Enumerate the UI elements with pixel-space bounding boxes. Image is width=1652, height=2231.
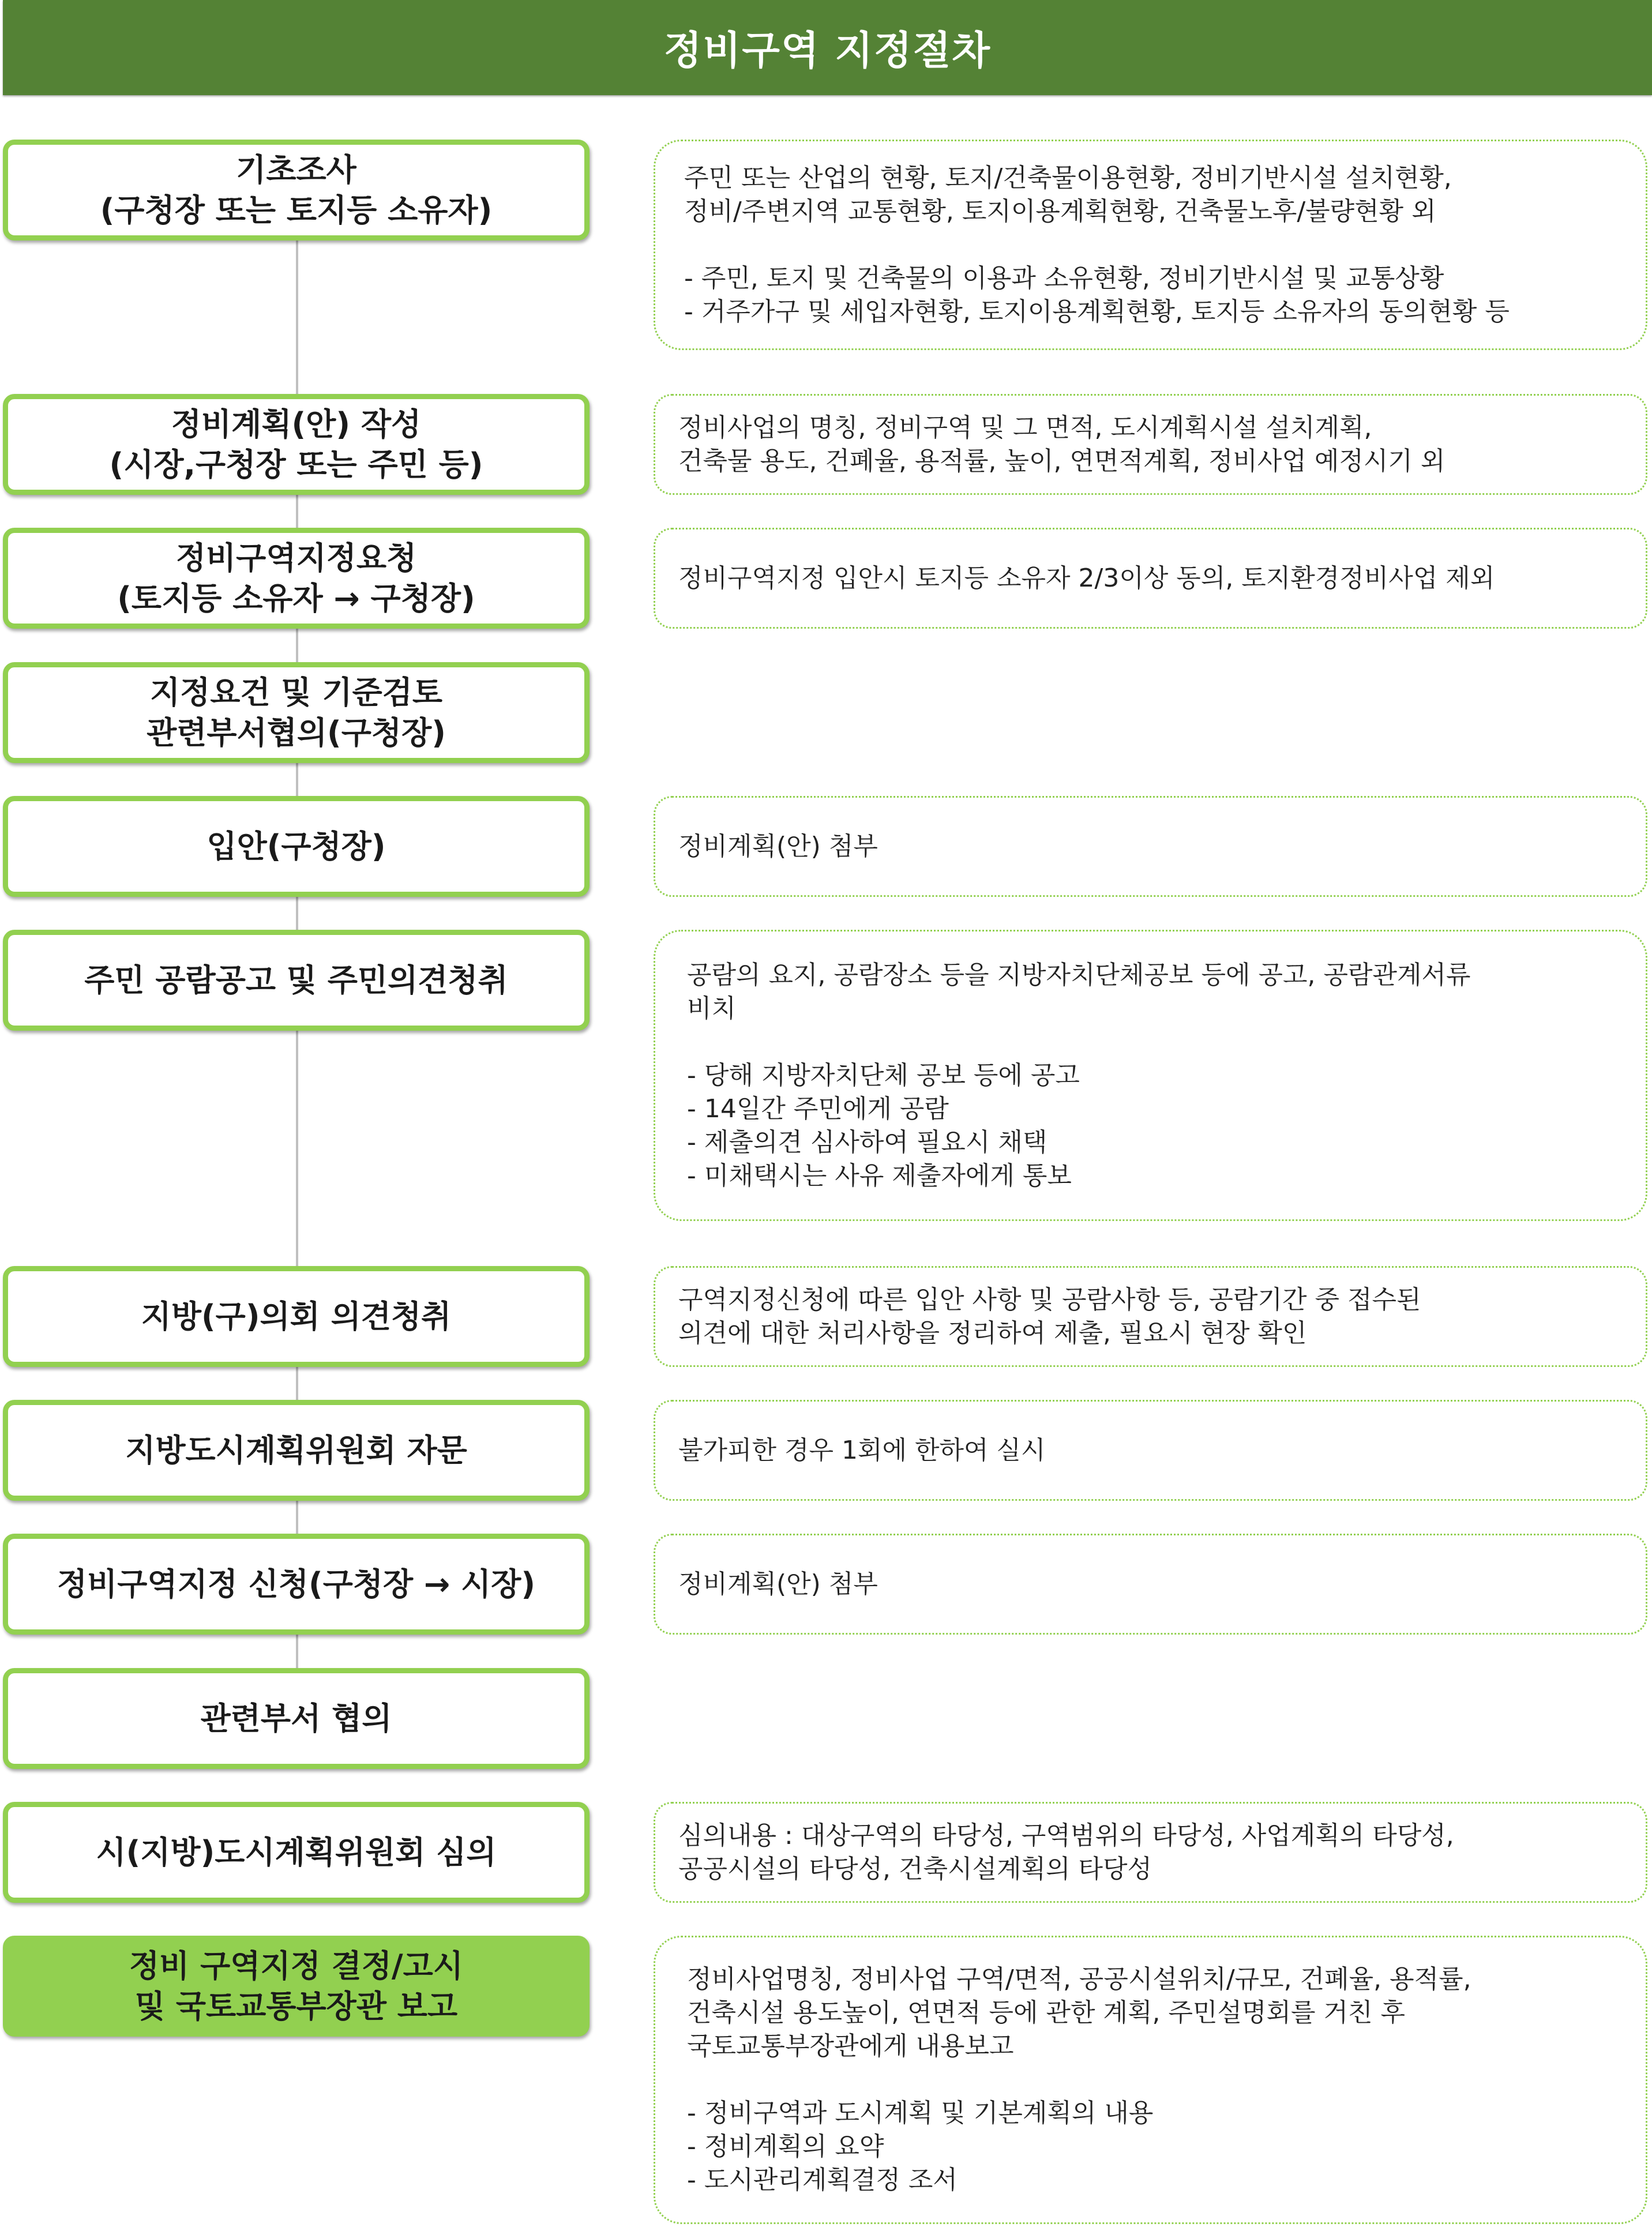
step-line: 지방(구)의회 의견청취: [141, 1298, 452, 1335]
note-line: 건축시설 용도높이, 연면적 등에 관한 계획, 주민설명회를 거친 후: [687, 1998, 1405, 2027]
note-proposal: [654, 796, 1647, 897]
note-public-notice: [654, 930, 1647, 1221]
step-line: (구청장 또는 토지등 소유자): [100, 191, 493, 228]
step-line: 정비구역지정 신청(구청장 → 시장): [57, 1565, 536, 1602]
step-basic-survey: [3, 140, 590, 241]
note-line: 주민 또는 산업의 현황, 토지/건축물이용현황, 정비기반시설 설치현황,: [684, 163, 1452, 193]
note-bullet: - 주민, 토지 및 건축물의 이용과 소유현황, 정비기반시설 및 교통상황: [684, 263, 1444, 293]
step-line: 정비구역지정요청: [175, 539, 417, 576]
step-line: 및 국토교통부장관 보고: [134, 1988, 458, 2025]
step-city-committee-review: [3, 1802, 590, 1903]
note-line: 구역지정신청에 따른 입안 사항 및 공람사항 등, 공람기간 중 접수된: [678, 1284, 1421, 1314]
step-designation-request: [3, 528, 590, 629]
note-bullet: - 당해 지방자치단체 공보 등에 공고: [687, 1060, 1080, 1090]
step-local-committee-advice: [3, 1400, 590, 1501]
header-bar: [3, 0, 1652, 95]
note-line: 정비/주변지역 교통현황, 토지이용계획현황, 건축물노후/불량현황 외: [684, 196, 1436, 226]
step-criteria-review: [3, 662, 590, 763]
note-line: 정비계획(안) 첨부: [678, 831, 878, 861]
step-line: 정비 구역지정 결정/고시: [129, 1947, 463, 1984]
step-proposal: [3, 796, 590, 897]
note-line: 정비사업명칭, 정비사업 구역/면적, 공공시설위치/규모, 건폐율, 용적률,: [687, 1965, 1471, 1994]
step-line: 지정요건 및 기준검토: [149, 674, 443, 711]
step-line: 관련부서 협의: [200, 1700, 392, 1737]
step-line: 관련부서협의(구청장): [147, 714, 446, 751]
note-line: 정비사업의 명칭, 정비구역 및 그 면적, 도시계획시설 설치계획,: [678, 412, 1372, 442]
note-bullet: - 14일간 주민에게 공람: [687, 1094, 949, 1124]
note-line: 의견에 대한 처리사항을 정리하여 제출, 필요시 현장 확인: [678, 1318, 1307, 1348]
step-line: 기초조사: [236, 151, 356, 188]
note-bullet: - 정비계획의 요약: [687, 2132, 884, 2161]
page-title: 정비구역 지정절차: [663, 28, 992, 74]
note-line: 건축물 용도, 건폐율, 용적률, 높이, 연면적계획, 정비사업 예정시기 외: [678, 446, 1446, 476]
note-bullet: - 거주가구 및 세입자현황, 토지이용계획현황, 토지등 소유자의 동의현황 등: [684, 296, 1510, 326]
note-line: 공람의 요지, 공람장소 등을 지방자치단체공보 등에 공고, 공람관계서류: [687, 960, 1471, 990]
step-line: 입안(구청장): [206, 828, 386, 865]
step-designation-application: [3, 1534, 590, 1635]
step-line: (토지등 소유자 → 구청장): [117, 580, 475, 617]
step-plan-draft: [3, 394, 590, 495]
step-council-opinion: [3, 1266, 590, 1367]
note-line: 비치: [687, 993, 737, 1023]
note-line: 불가피한 경우 1회에 한하여 실시: [678, 1435, 1046, 1465]
step-public-notice: [3, 930, 590, 1031]
note-designation-application: [654, 1534, 1647, 1635]
note-bullet: - 제출의견 심사하여 필요시 채택: [687, 1127, 1047, 1157]
note-bullet: - 정비구역과 도시계획 및 기본계획의 내용: [687, 2098, 1154, 2128]
step-department-consultation: [3, 1668, 590, 1769]
note-final-decision: [654, 1936, 1647, 2224]
note-line: 심의내용 : 대상구역의 타당성, 구역범위의 타당성, 사업계획의 타당성,: [678, 1820, 1454, 1850]
note-council-opinion: [654, 1266, 1647, 1367]
note-line: 정비계획(안) 첨부: [678, 1569, 878, 1599]
step-final-decision: [3, 1936, 590, 2037]
note-plan-draft: [654, 394, 1647, 495]
note-local-committee-advice: [654, 1400, 1647, 1501]
note-bullet: - 도시관리계획결정 조서: [687, 2165, 958, 2195]
note-basic-survey: [654, 140, 1647, 350]
step-line: 지방도시계획위원회 자문: [125, 1432, 467, 1468]
note-line: 정비구역지정 입안시 토지등 소유자 2/3이상 동의, 토지환경정비사업 제외: [678, 563, 1495, 593]
note-bullet: - 미채택시는 사유 제출자에게 통보: [687, 1160, 1072, 1190]
step-line: (시장,구청장 또는 주민 등): [109, 446, 483, 483]
step-line: 시(지방)도시계획위원회 심의: [96, 1834, 497, 1871]
note-designation-request: [654, 528, 1647, 629]
note-line: 국토교통부장관에게 내용보고: [687, 2031, 1014, 2061]
note-city-committee-review: [654, 1802, 1647, 1903]
note-line: 공공시설의 타당성, 건축시설계획의 타당성: [678, 1854, 1152, 1884]
step-line: 주민 공람공고 및 주민의견청취: [84, 961, 508, 998]
step-line: 정비계획(안) 작성: [171, 405, 422, 442]
